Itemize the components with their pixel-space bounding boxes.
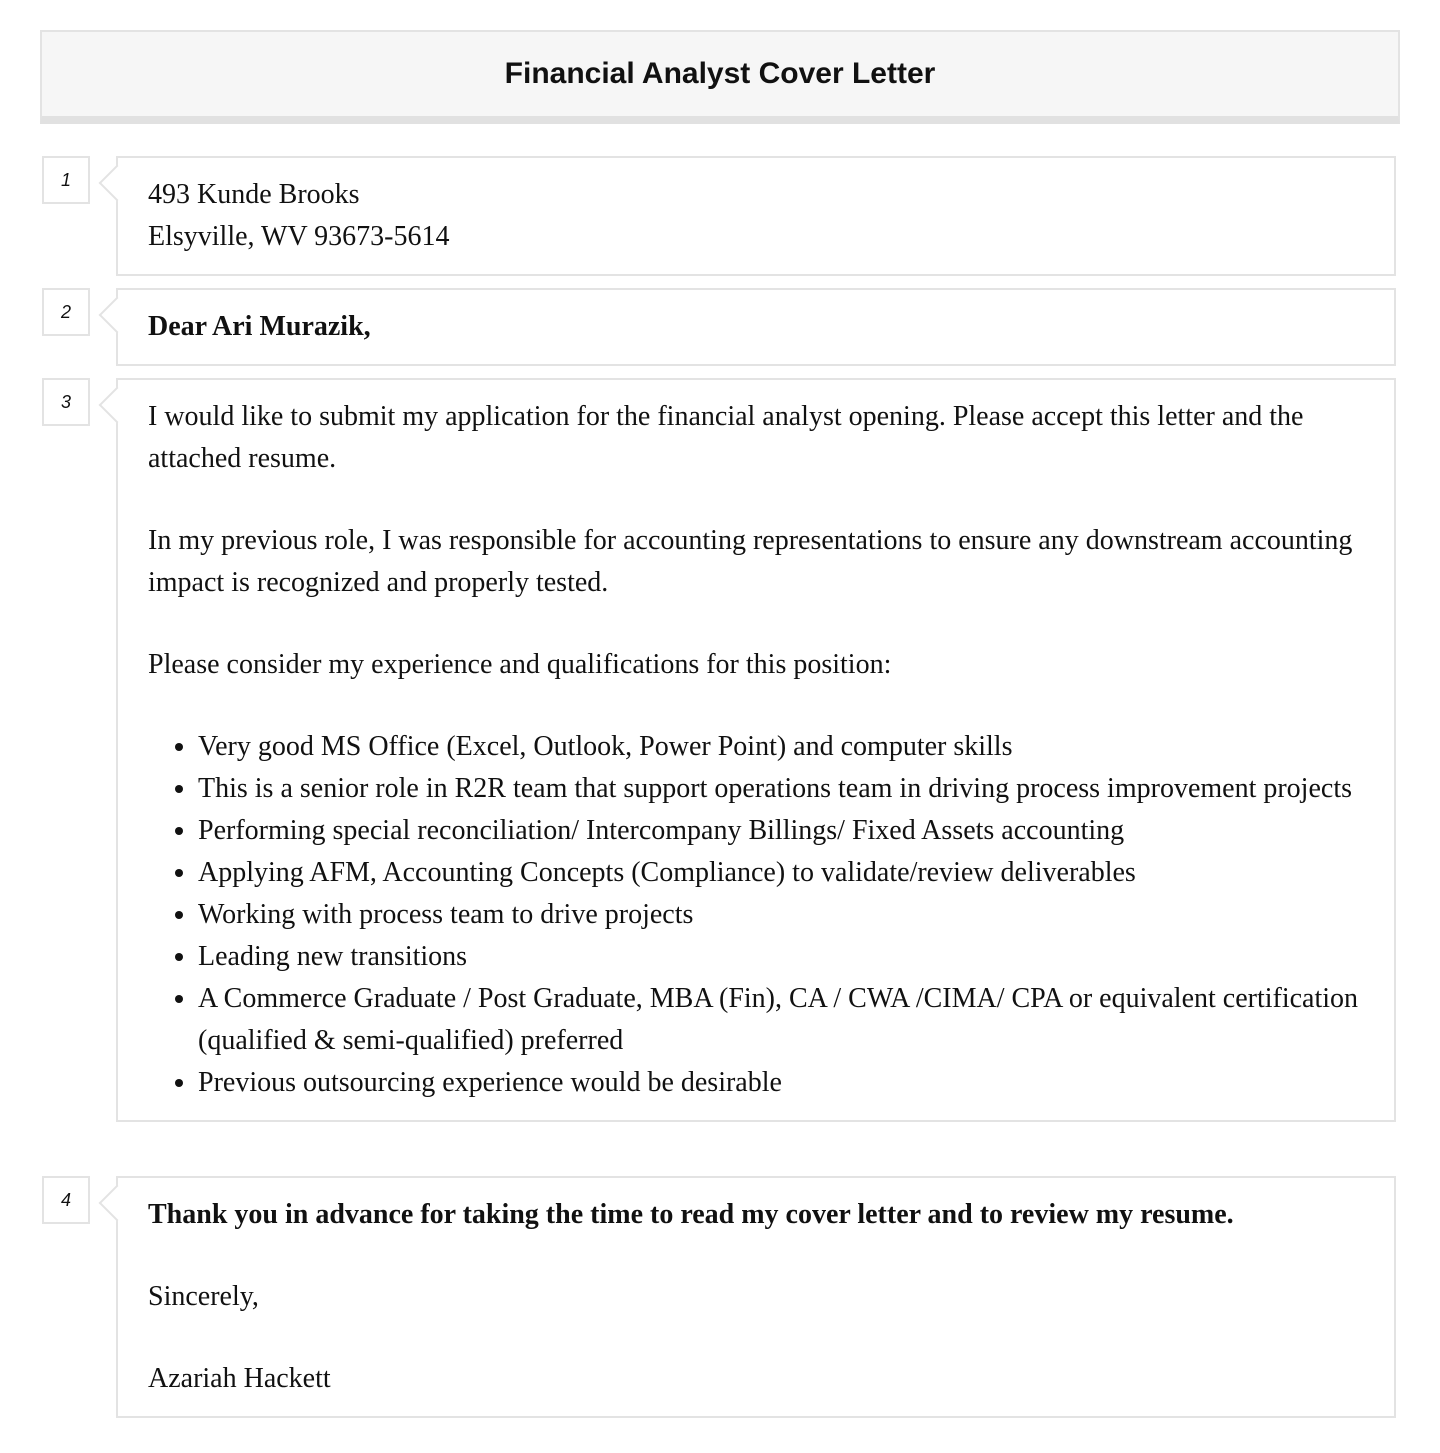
qualifications-intro: Please consider my experience and qualifications for this position: — [148, 649, 892, 680]
body-card — [116, 378, 1396, 1122]
salutation-card — [116, 288, 1396, 366]
closing-card — [116, 1176, 1396, 1418]
list-item: • Very good MS Office (Excel, Outlook, Power Point) and computer skills — [198, 726, 1364, 768]
section-number: 3 — [42, 378, 90, 426]
title-bar — [40, 30, 1400, 124]
list-item: • Applying AFM, Accounting Concepts (Compliance) to validate/review deliverables — [198, 852, 1364, 894]
sign-off: Sincerely, — [148, 1281, 259, 1312]
list-item: • Previous outsourcing experience would be desirable — [198, 1062, 1364, 1104]
list-item: • A Commerce Graduate / Post Graduate, MBA (Fin), CA / CWA /CIMA/ CPA or equivalent certification (qualified & semi-qualified) preferred — [198, 978, 1364, 1062]
address-line-1: 493 Kunde Brooks — [148, 179, 360, 210]
list-item: • Performing special reconciliation/ Intercompany Billings/ Fixed Assets accounting — [198, 810, 1364, 852]
list-item: • Working with process team to drive projects — [198, 894, 1364, 936]
section-number: 2 — [42, 288, 90, 336]
closing-statement: Thank you in advance for taking the time to read my cover letter and to review my resume. — [148, 1199, 1234, 1230]
list-item: • This is a senior role in R2R team that support operations team in driving process improvement projects — [198, 768, 1364, 810]
salutation: Dear Ari Murazik, — [148, 311, 371, 342]
section-number: 4 — [42, 1176, 90, 1224]
qualifications-list — [148, 726, 1364, 1104]
page-title: Financial Analyst Cover Letter — [504, 57, 936, 90]
section-number: 1 — [42, 156, 90, 204]
experience-paragraph: In my previous role, I was responsible for accounting representations to ensure any downstream accounting impact is recognized and properly tested. — [148, 525, 1353, 598]
list-item: • Leading new transitions — [198, 936, 1364, 978]
address-line-2: Elsyville, WV 93673-5614 — [148, 221, 450, 252]
address-card — [116, 156, 1396, 276]
signature-name: Azariah Hackett — [148, 1363, 331, 1394]
intro-paragraph: I would like to submit my application for the financial analyst opening. Please accept this letter and the attached resume. — [148, 401, 1304, 474]
